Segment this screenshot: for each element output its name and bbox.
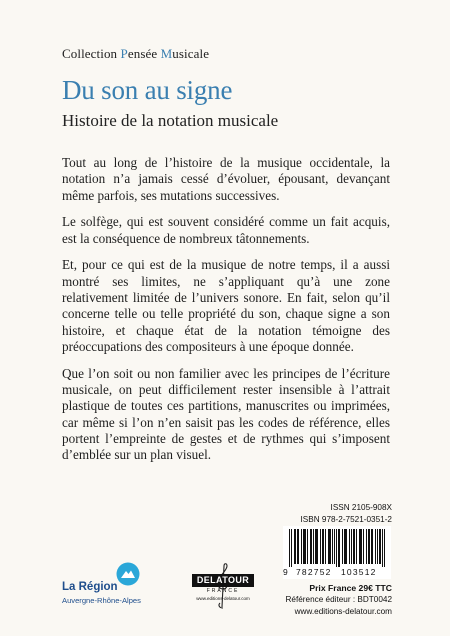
- blurb-paragraph: Tout au long de l’histoire de la musique occidentale, la notation n’a jamais cessé d’évoluer, épousant, devançant même parfois, ses mutations successives.: [62, 155, 390, 203]
- barcode-bar: [369, 529, 370, 564]
- barcode-bar: [297, 529, 298, 564]
- isbn-number: ISBN 978-2-7521-0351-2: [300, 514, 392, 524]
- barcode-left-group: 782752: [296, 567, 332, 577]
- barcode-bar: [330, 529, 331, 564]
- price-label: Prix France 29€ TTC: [309, 583, 392, 593]
- barcode-bar: [313, 529, 314, 564]
- blurb-paragraph: Le solfège, qui est souvent considéré comme un fait acquis, est la conséquence de nombreux tâtonnements.: [62, 214, 390, 246]
- barcode-bar: [377, 529, 378, 564]
- region-name: La Région: [62, 581, 118, 593]
- barcode: [283, 526, 391, 579]
- barcode-bar: [307, 529, 308, 564]
- collection-name: Collection Pensée Musicale: [62, 46, 210, 61]
- barcode-bar: [372, 529, 373, 564]
- blurb-paragraph: Que l’on soit ou non familier avec les principes de l’écriture musicale, on peut difficilement rester insensible à l’attrait plastique de toutes ces partitions, manuscrites ou imprimées, car même si l’on n’en saisit pas les codes de référence, elles portent l’empreinte de gestes et de rythmes qui s’imposent d’emblée sur un plan visuel.: [62, 365, 390, 463]
- region-logo: [62, 562, 162, 612]
- barcode-bar: [298, 529, 299, 564]
- barcode-bar: [295, 529, 296, 564]
- barcode-first-digit: 9: [283, 567, 288, 577]
- barcode-bar: [342, 529, 343, 564]
- blurb-text: [62, 155, 390, 474]
- barcode-bar: [315, 529, 316, 564]
- issn-number: ISSN 2105-908X: [330, 503, 392, 512]
- book-title: Du son au signe: [62, 75, 233, 105]
- barcode-bar: [360, 529, 361, 564]
- barcode-bar: [311, 529, 312, 564]
- barcode-bar: [310, 529, 311, 564]
- editor-reference: Référence éditeur : BDT0042: [285, 595, 392, 605]
- barcode-bar: [334, 529, 335, 564]
- barcode-bar: [329, 529, 330, 564]
- barcode-bar: [375, 529, 376, 564]
- barcode-bar: [320, 529, 321, 564]
- barcode-bar: [339, 529, 340, 567]
- barcode-bar: [328, 529, 329, 564]
- barcode-bar: [316, 529, 317, 564]
- barcode-bars: [289, 529, 385, 567]
- barcode-bar: [371, 529, 372, 564]
- book-subtitle: Histoire de la notation musicale: [62, 111, 279, 130]
- barcode-bar: [349, 529, 350, 564]
- barcode-bar: [325, 529, 326, 564]
- barcode-bar: [351, 529, 352, 564]
- barcode-digits: [283, 567, 391, 578]
- barcode-bar: [322, 529, 323, 564]
- barcode-bar: [291, 529, 292, 567]
- barcode-bar: [303, 529, 304, 564]
- barcode-bar: [361, 529, 362, 564]
- barcode-bar: [345, 529, 346, 564]
- publisher-country: FRANCE: [206, 588, 240, 594]
- barcode-right-group: 103512: [341, 567, 377, 577]
- barcode-bar: [363, 529, 364, 564]
- barcode-bar: [301, 529, 302, 564]
- barcode-bar: [317, 529, 318, 564]
- barcode-bar: [338, 529, 339, 567]
- barcode-bar: [294, 529, 295, 564]
- barcode-bar: [366, 529, 367, 564]
- barcode-bar: [356, 529, 357, 564]
- barcode-bar: [323, 529, 324, 564]
- publisher-logo: [186, 562, 264, 612]
- barcode-bar: [304, 529, 305, 564]
- barcode-bar: [382, 529, 383, 567]
- barcode-bar: [332, 529, 333, 564]
- barcode-bar: [344, 529, 345, 564]
- barcode-bar: [336, 529, 337, 567]
- barcode-bar: [379, 529, 380, 564]
- barcode-bar: [384, 529, 385, 567]
- identifiers: [232, 502, 392, 525]
- region-badge-icon: [116, 562, 140, 586]
- barcode-bar: [289, 529, 290, 567]
- region-subtitle: Auvergne-Rhône-Alpes: [62, 596, 141, 605]
- barcode-bar: [353, 529, 354, 564]
- publisher-logo-url: www.editions-delatour.com: [196, 596, 250, 601]
- publisher-wordmark: DELATOUR: [192, 574, 254, 587]
- barcode-bar: [346, 529, 347, 564]
- barcode-bar: [354, 529, 355, 564]
- barcode-bar: [359, 529, 360, 564]
- barcode-bar: [305, 529, 306, 564]
- barcode-bar: [368, 529, 369, 564]
- publisher-website: www.editions-delatour.com: [294, 606, 392, 616]
- blurb-paragraph: Et, pour ce qui est de la musique de notre temps, il a aussi montré ses limites, ne s’appliquant qu’à une zone relativement limitée de l’univers sonore. En fait, selon qu’il concerne telle ou telle propriété du son, chaque signe a son histoire, et chaque état de la notation témoigne des préoccupations des compositeurs à une époque donnée.: [62, 257, 390, 354]
- barcode-bar: [380, 529, 381, 564]
